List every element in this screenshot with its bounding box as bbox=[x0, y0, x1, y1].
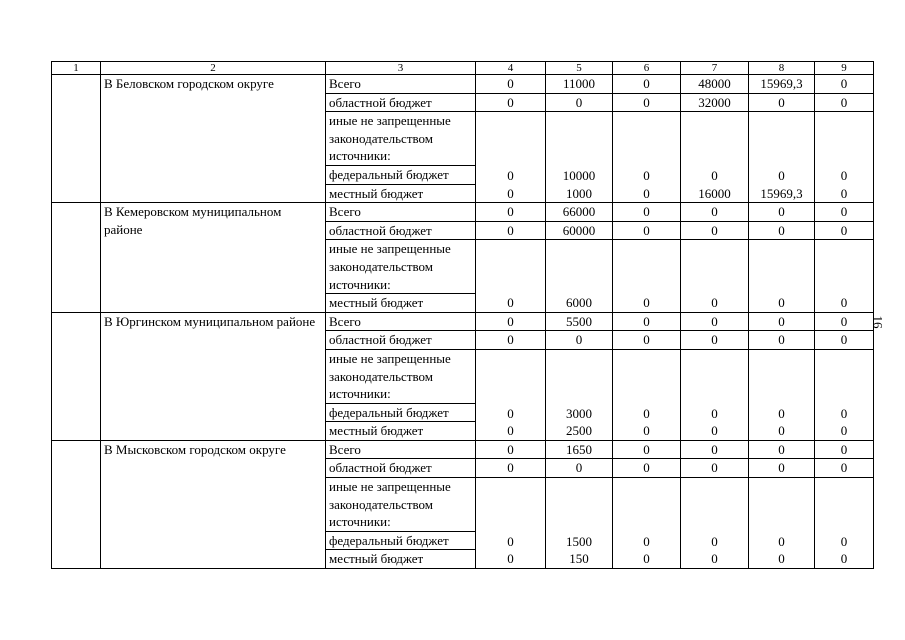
region-name: В Юргинском муниципальном районе bbox=[101, 312, 326, 440]
row-label: местный бюджет bbox=[326, 294, 476, 313]
value-cell bbox=[476, 112, 546, 203]
page-number: 16 bbox=[870, 315, 886, 329]
value-line: 1000 bbox=[566, 185, 592, 201]
value-cell: 0 bbox=[613, 203, 681, 222]
value-line: 150 bbox=[569, 551, 589, 567]
value-cell bbox=[613, 349, 681, 440]
value-line: 10000 bbox=[562, 167, 596, 183]
value-line: 0 bbox=[507, 405, 514, 421]
value-cell: 15969,3 bbox=[749, 75, 815, 94]
value-cell: 0 bbox=[815, 312, 874, 331]
value-line: 0 bbox=[778, 295, 785, 311]
value-line: 0 bbox=[840, 295, 848, 311]
value-cell bbox=[681, 240, 749, 312]
value-line: 0 bbox=[778, 167, 785, 183]
other-sources-line: законодательством bbox=[329, 258, 434, 274]
value-cell bbox=[815, 349, 874, 440]
row-label: областной бюджет bbox=[326, 459, 476, 478]
row-label: областной бюджет bbox=[326, 93, 476, 112]
row-label: федеральный бюджет bbox=[326, 165, 476, 184]
value-cell bbox=[476, 349, 546, 440]
value-line: 0 bbox=[840, 167, 848, 183]
column-number: 3 bbox=[326, 62, 476, 75]
value-cell bbox=[476, 478, 546, 569]
value-cell: 0 bbox=[476, 440, 546, 459]
value-cell: 0 bbox=[681, 459, 749, 478]
other-sources-label bbox=[326, 112, 476, 166]
row-label: областной бюджет bbox=[326, 221, 476, 240]
value-cell bbox=[681, 112, 749, 203]
other-sources-label bbox=[326, 478, 476, 532]
value-line: 6000 bbox=[566, 295, 592, 311]
row-number-cell bbox=[52, 440, 101, 568]
value-cell bbox=[681, 349, 749, 440]
value-line: 0 bbox=[711, 533, 718, 549]
region-name: В Кемеровском муниципальном районе bbox=[101, 203, 326, 313]
value-cell bbox=[815, 478, 874, 569]
value-cell: 1650 bbox=[546, 440, 613, 459]
column-number: 4 bbox=[476, 62, 546, 75]
value-line: 0 bbox=[507, 551, 514, 567]
row-number-cell bbox=[52, 75, 101, 203]
column-number-row bbox=[52, 62, 874, 75]
other-sources-line: источники: bbox=[329, 386, 391, 402]
other-sources-line: законодательством bbox=[329, 130, 434, 146]
value-cell: 0 bbox=[815, 440, 874, 459]
value-line: 0 bbox=[643, 167, 650, 183]
row-number-cell bbox=[52, 203, 101, 313]
other-sources-line: иные не запрещенные bbox=[329, 350, 451, 366]
other-sources-line: законодательством bbox=[329, 368, 434, 384]
value-cell: 0 bbox=[815, 459, 874, 478]
value-line: 0 bbox=[711, 405, 718, 421]
value-cell bbox=[546, 478, 613, 569]
value-cell: 0 bbox=[613, 221, 681, 240]
row-label: местный бюджет bbox=[326, 422, 476, 441]
value-cell: 0 bbox=[546, 93, 613, 112]
value-line: 16000 bbox=[698, 185, 731, 201]
value-cell: 66000 bbox=[546, 203, 613, 222]
value-cell: 0 bbox=[749, 331, 815, 350]
value-line: 0 bbox=[643, 185, 650, 201]
value-line: 0 bbox=[778, 423, 785, 439]
value-cell: 0 bbox=[476, 331, 546, 350]
value-cell: 0 bbox=[476, 312, 546, 331]
value-line: 0 bbox=[840, 185, 848, 201]
row-label: Всего bbox=[326, 440, 476, 459]
value-cell: 0 bbox=[681, 331, 749, 350]
value-cell: 0 bbox=[681, 203, 749, 222]
column-number: 2 bbox=[101, 62, 326, 75]
other-sources-line: источники: bbox=[329, 514, 391, 530]
other-sources-line: источники: bbox=[329, 148, 391, 164]
value-cell: 0 bbox=[613, 440, 681, 459]
value-cell bbox=[815, 112, 874, 203]
value-line: 0 bbox=[643, 551, 650, 567]
value-cell bbox=[749, 112, 815, 203]
value-cell bbox=[749, 349, 815, 440]
table-row bbox=[52, 75, 874, 94]
value-cell bbox=[613, 478, 681, 569]
other-sources-line: законодательством bbox=[329, 496, 434, 512]
value-cell: 0 bbox=[613, 75, 681, 94]
row-label: Всего bbox=[326, 312, 476, 331]
value-cell: 5500 bbox=[546, 312, 613, 331]
value-cell bbox=[613, 240, 681, 312]
value-cell: 32000 bbox=[681, 93, 749, 112]
value-line: 0 bbox=[711, 167, 718, 183]
value-line: 15969,3 bbox=[760, 185, 803, 201]
value-line: 0 bbox=[507, 295, 514, 311]
column-number: 6 bbox=[613, 62, 681, 75]
value-cell: 0 bbox=[476, 93, 546, 112]
value-cell: 0 bbox=[749, 93, 815, 112]
value-cell: 0 bbox=[476, 221, 546, 240]
row-label: местный бюджет bbox=[326, 550, 476, 569]
value-cell: 0 bbox=[613, 459, 681, 478]
column-number: 8 bbox=[749, 62, 815, 75]
table-row bbox=[52, 312, 874, 331]
value-line: 3000 bbox=[566, 405, 592, 421]
value-cell: 0 bbox=[815, 221, 874, 240]
value-cell: 0 bbox=[681, 312, 749, 331]
value-cell bbox=[476, 240, 546, 312]
value-line: 0 bbox=[643, 295, 650, 311]
value-cell: 0 bbox=[681, 440, 749, 459]
row-label: Всего bbox=[326, 203, 476, 222]
value-cell: 0 bbox=[749, 203, 815, 222]
value-cell: 0 bbox=[681, 221, 749, 240]
value-cell bbox=[546, 112, 613, 203]
value-cell: 60000 bbox=[546, 221, 613, 240]
row-label: областной бюджет bbox=[326, 331, 476, 350]
budget-table bbox=[51, 61, 874, 569]
other-sources-line: иные не запрещенные bbox=[329, 241, 451, 257]
column-number: 7 bbox=[681, 62, 749, 75]
value-line: 1500 bbox=[566, 533, 592, 549]
other-sources-label bbox=[326, 240, 476, 294]
table-row bbox=[52, 440, 874, 459]
value-line: 0 bbox=[840, 533, 848, 549]
table-row bbox=[52, 203, 874, 222]
value-line: 0 bbox=[778, 551, 785, 567]
value-cell: 0 bbox=[749, 221, 815, 240]
other-sources-line: иные не запрещенные bbox=[329, 113, 451, 129]
value-cell: 0 bbox=[749, 459, 815, 478]
value-line: 0 bbox=[711, 295, 718, 311]
value-cell bbox=[749, 240, 815, 312]
value-cell bbox=[613, 112, 681, 203]
column-number: 9 bbox=[815, 62, 874, 75]
other-sources-label bbox=[326, 349, 476, 403]
row-label: федеральный бюджет bbox=[326, 403, 476, 422]
value-line: 0 bbox=[711, 423, 718, 439]
value-line: 0 bbox=[507, 423, 514, 439]
row-label: федеральный бюджет bbox=[326, 531, 476, 550]
value-cell: 0 bbox=[815, 93, 874, 112]
value-cell bbox=[815, 240, 874, 312]
region-name: В Беловском городском округе bbox=[101, 75, 326, 203]
row-label: Всего bbox=[326, 75, 476, 94]
row-label: местный бюджет bbox=[326, 184, 476, 203]
value-line: 0 bbox=[840, 405, 848, 421]
value-line: 0 bbox=[840, 551, 848, 567]
value-cell: 0 bbox=[613, 331, 681, 350]
value-cell: 0 bbox=[613, 312, 681, 331]
value-cell bbox=[546, 240, 613, 312]
value-line: 0 bbox=[778, 405, 785, 421]
value-line: 0 bbox=[643, 533, 650, 549]
column-number: 5 bbox=[546, 62, 613, 75]
value-cell bbox=[749, 478, 815, 569]
value-cell: 0 bbox=[476, 75, 546, 94]
value-cell: 0 bbox=[546, 459, 613, 478]
value-line: 0 bbox=[507, 167, 514, 183]
column-number: 1 bbox=[52, 62, 101, 75]
value-line: 0 bbox=[507, 533, 514, 549]
value-cell: 0 bbox=[476, 459, 546, 478]
value-line: 2500 bbox=[566, 423, 592, 439]
value-line: 0 bbox=[778, 533, 785, 549]
value-cell: 0 bbox=[749, 440, 815, 459]
value-cell: 0 bbox=[749, 312, 815, 331]
other-sources-line: иные не запрещенные bbox=[329, 479, 451, 495]
value-cell: 0 bbox=[815, 331, 874, 350]
value-cell: 0 bbox=[815, 75, 874, 94]
value-line: 0 bbox=[507, 185, 514, 201]
value-cell: 0 bbox=[546, 331, 613, 350]
value-cell bbox=[546, 349, 613, 440]
value-line: 0 bbox=[643, 405, 650, 421]
value-cell: 11000 bbox=[546, 75, 613, 94]
value-cell: 0 bbox=[815, 203, 874, 222]
region-name: В Мысковском городском округе bbox=[101, 440, 326, 568]
value-cell: 0 bbox=[613, 93, 681, 112]
other-sources-line: источники: bbox=[329, 276, 391, 292]
value-line: 0 bbox=[840, 423, 848, 439]
value-cell: 48000 bbox=[681, 75, 749, 94]
value-line: 0 bbox=[643, 423, 650, 439]
value-cell: 0 bbox=[476, 203, 546, 222]
value-line: 0 bbox=[711, 551, 718, 567]
row-number-cell bbox=[52, 312, 101, 440]
value-cell bbox=[681, 478, 749, 569]
